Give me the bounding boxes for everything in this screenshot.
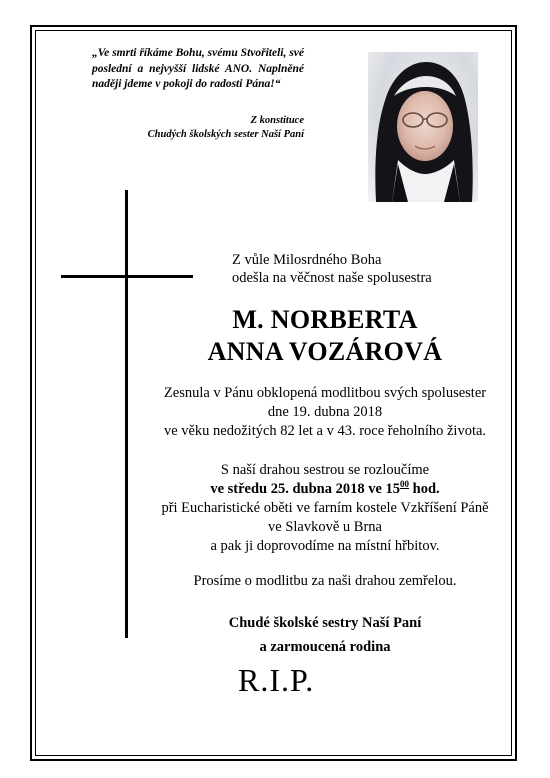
cross-horizontal-bar (61, 275, 193, 278)
name-line1: M. NORBERTA (232, 305, 418, 334)
signature-line1: Chudé školské sestry Naší Paní (228, 615, 422, 631)
signature-line2: a zarmoucená rodina (259, 639, 391, 655)
portrait-photo (368, 52, 478, 202)
name-line2: ANNA VOZÁROVÁ (207, 337, 443, 366)
funeral-date-time (140, 480, 510, 499)
funeral-minutes: 00 (400, 479, 410, 489)
death-line3: ve věku nedožitých 82 let a v 43. roce řeholního života. (163, 423, 487, 439)
death-line2: dne 19. dubna 2018 (267, 404, 383, 420)
funeral-paragraph (140, 461, 510, 556)
constitution-quote: „Ve smrti říkáme Bohu, svému Stvořiteli, své poslední a nejvyšší lidské ANO. Naplněné naději jdeme v pokoji do radosti Pána!“ (92, 47, 304, 90)
funeral-hour-suffix: hod. (409, 481, 440, 497)
quote-source (100, 114, 304, 142)
signature (140, 614, 510, 657)
death-line1: Zesnula v Pánu obklopená modlitbou svých spolusester (163, 385, 487, 401)
quote-source-line1: Z konstituce (250, 115, 304, 126)
funeral-line5: a pak ji doprovodíme na místní hřbitov. (210, 538, 440, 554)
death-paragraph (140, 384, 510, 441)
prayer-request: Prosíme o modlitbu za naši drahou zemřelou. (193, 573, 457, 589)
funeral-line1: S naší drahou sestrou se rozloučíme (220, 462, 430, 478)
funeral-line4: ve Slavkově u Brna (268, 519, 382, 535)
quote-source-line2: Chudých školských sester Naší Paní (147, 129, 304, 140)
intro-line2: odešla na věčnost naše spolusestra (232, 270, 432, 286)
intro-line1: Z vůle Milosrdného Boha (232, 252, 382, 268)
cross-vertical-bar (125, 190, 128, 638)
funeral-line3: při Eucharistické oběti ve farním kostele Vzkříšení Páně (161, 500, 489, 516)
rip-text: R.I.P. (238, 662, 315, 698)
portrait-figure (368, 52, 478, 202)
funeral-date: ve středu 25. dubna 2018 ve 15 (210, 481, 401, 497)
